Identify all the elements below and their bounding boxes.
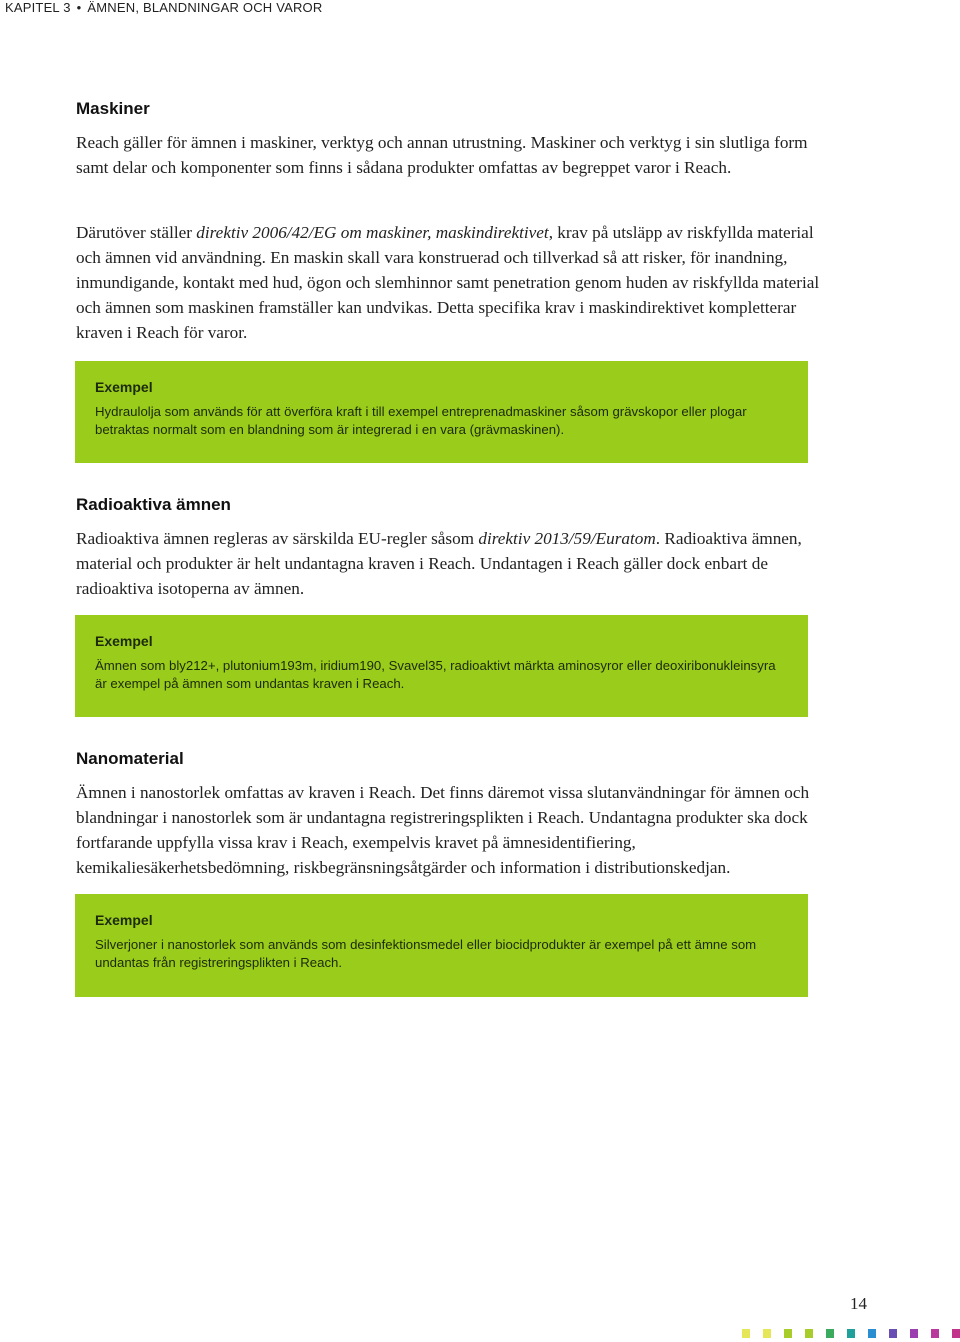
- example-box: [75, 615, 808, 717]
- paragraph: [76, 780, 836, 880]
- color-square: [805, 1329, 813, 1338]
- example-text: Hydraulolja som används för att överföra kraft i till exempel entreprenadmaskiner såsom grävskopor eller plogar betraktas normalt som en blandning som är integrerad i en vara (grävmaskinen).: [95, 404, 747, 437]
- color-square: [868, 1329, 876, 1338]
- paragraph-text: . Radioaktiva ämnen, material och produkter är helt undantagna kraven i Reach. Undantagen i Reach gäller dock enbart de radioaktiva isotoperna av ämnen.: [76, 529, 802, 598]
- paragraph-text: Reach gäller för ämnen i maskiner, verktyg och annan utrustning. Maskiner och verktyg i sin slutliga form samt delar och komponenter som finns i sådana produkter omfattas av begreppet varor i Reach.: [76, 133, 808, 177]
- page-number: 14: [850, 1294, 867, 1313]
- chapter-title: ÄMNEN, BLANDNINGAR OCH VAROR: [87, 0, 323, 15]
- example-title: Exempel: [95, 379, 153, 395]
- paragraph-text: Radioaktiva ämnen regleras av särskilda EU-regler såsom: [76, 529, 479, 548]
- color-square: [952, 1329, 960, 1338]
- running-header: [5, 0, 322, 15]
- paragraph-text: Därutöver ställer: [76, 223, 197, 242]
- directive-reference: direktiv 2006/42/EG om maskiner, maskindirektivet: [196, 223, 549, 242]
- bullet-icon: •: [76, 0, 82, 15]
- color-square: [931, 1329, 939, 1338]
- example-box: [75, 361, 808, 463]
- example-box: [75, 894, 808, 997]
- color-square: [889, 1329, 897, 1338]
- example-title: Exempel: [95, 633, 153, 649]
- color-square: [826, 1329, 834, 1338]
- section-heading-nanomaterial: Nanomaterial: [76, 749, 184, 768]
- chapter-label: KAPITEL 3: [5, 0, 71, 15]
- section-heading-maskiner: Maskiner: [76, 99, 150, 118]
- color-square: [763, 1329, 771, 1338]
- example-text: Silverjoner i nanostorlek som används som desinfektionsmedel eller biocidprodukter är exempel på ett ämne som undantas från registreringsplikten i Reach.: [95, 937, 757, 970]
- color-square: [784, 1329, 792, 1338]
- directive-reference: direktiv 2013/59/Euratom: [478, 529, 656, 548]
- example-text: Ämnen som bly212+, plutonium193m, iridium190, Svavel35, radioaktivt märkta aminosyror eller deoxiribonukleinsyra är exempel på ämnen som undantas kraven i Reach.: [95, 658, 776, 691]
- color-square: [910, 1329, 918, 1338]
- paragraph: [76, 130, 836, 180]
- section-heading-radioaktiva: Radioaktiva ämnen: [76, 495, 231, 514]
- paragraph: [76, 526, 836, 601]
- paragraph-text: Ämnen i nanostorlek omfattas av kraven i Reach. Det finns däremot vissa slutanvändningar för ämnen och blandningar i nanostorlek som är undantagna registreringsplikten i Reach. Undantagna produkter ska dock fortfarande uppfylla vissa krav i Reach, exempelvis kravet på ämnesidentifiering, kemikaliesäkerhetsbedömning, riskbegränsningsåtgärder och information i distributionskedjan.: [76, 783, 810, 877]
- example-title: Exempel: [95, 912, 153, 928]
- paragraph-text: , krav på utsläpp av riskfyllda material och ämnen vid användning. En maskin skall vara konstruerad och tillverkad så att risker, för inandning, inmundigande, kontakt med hud, ögon och slemhinnor samt penetration genom huden av riskfyllda material och ämnen som maskinen framställer kan undvikas. Detta specifika krav i maskindirektivet kompletterar kraven i Reach för varor.: [76, 223, 820, 342]
- paragraph: [76, 220, 836, 345]
- color-square: [847, 1329, 855, 1338]
- color-strip: [742, 1329, 960, 1338]
- color-square: [742, 1329, 750, 1338]
